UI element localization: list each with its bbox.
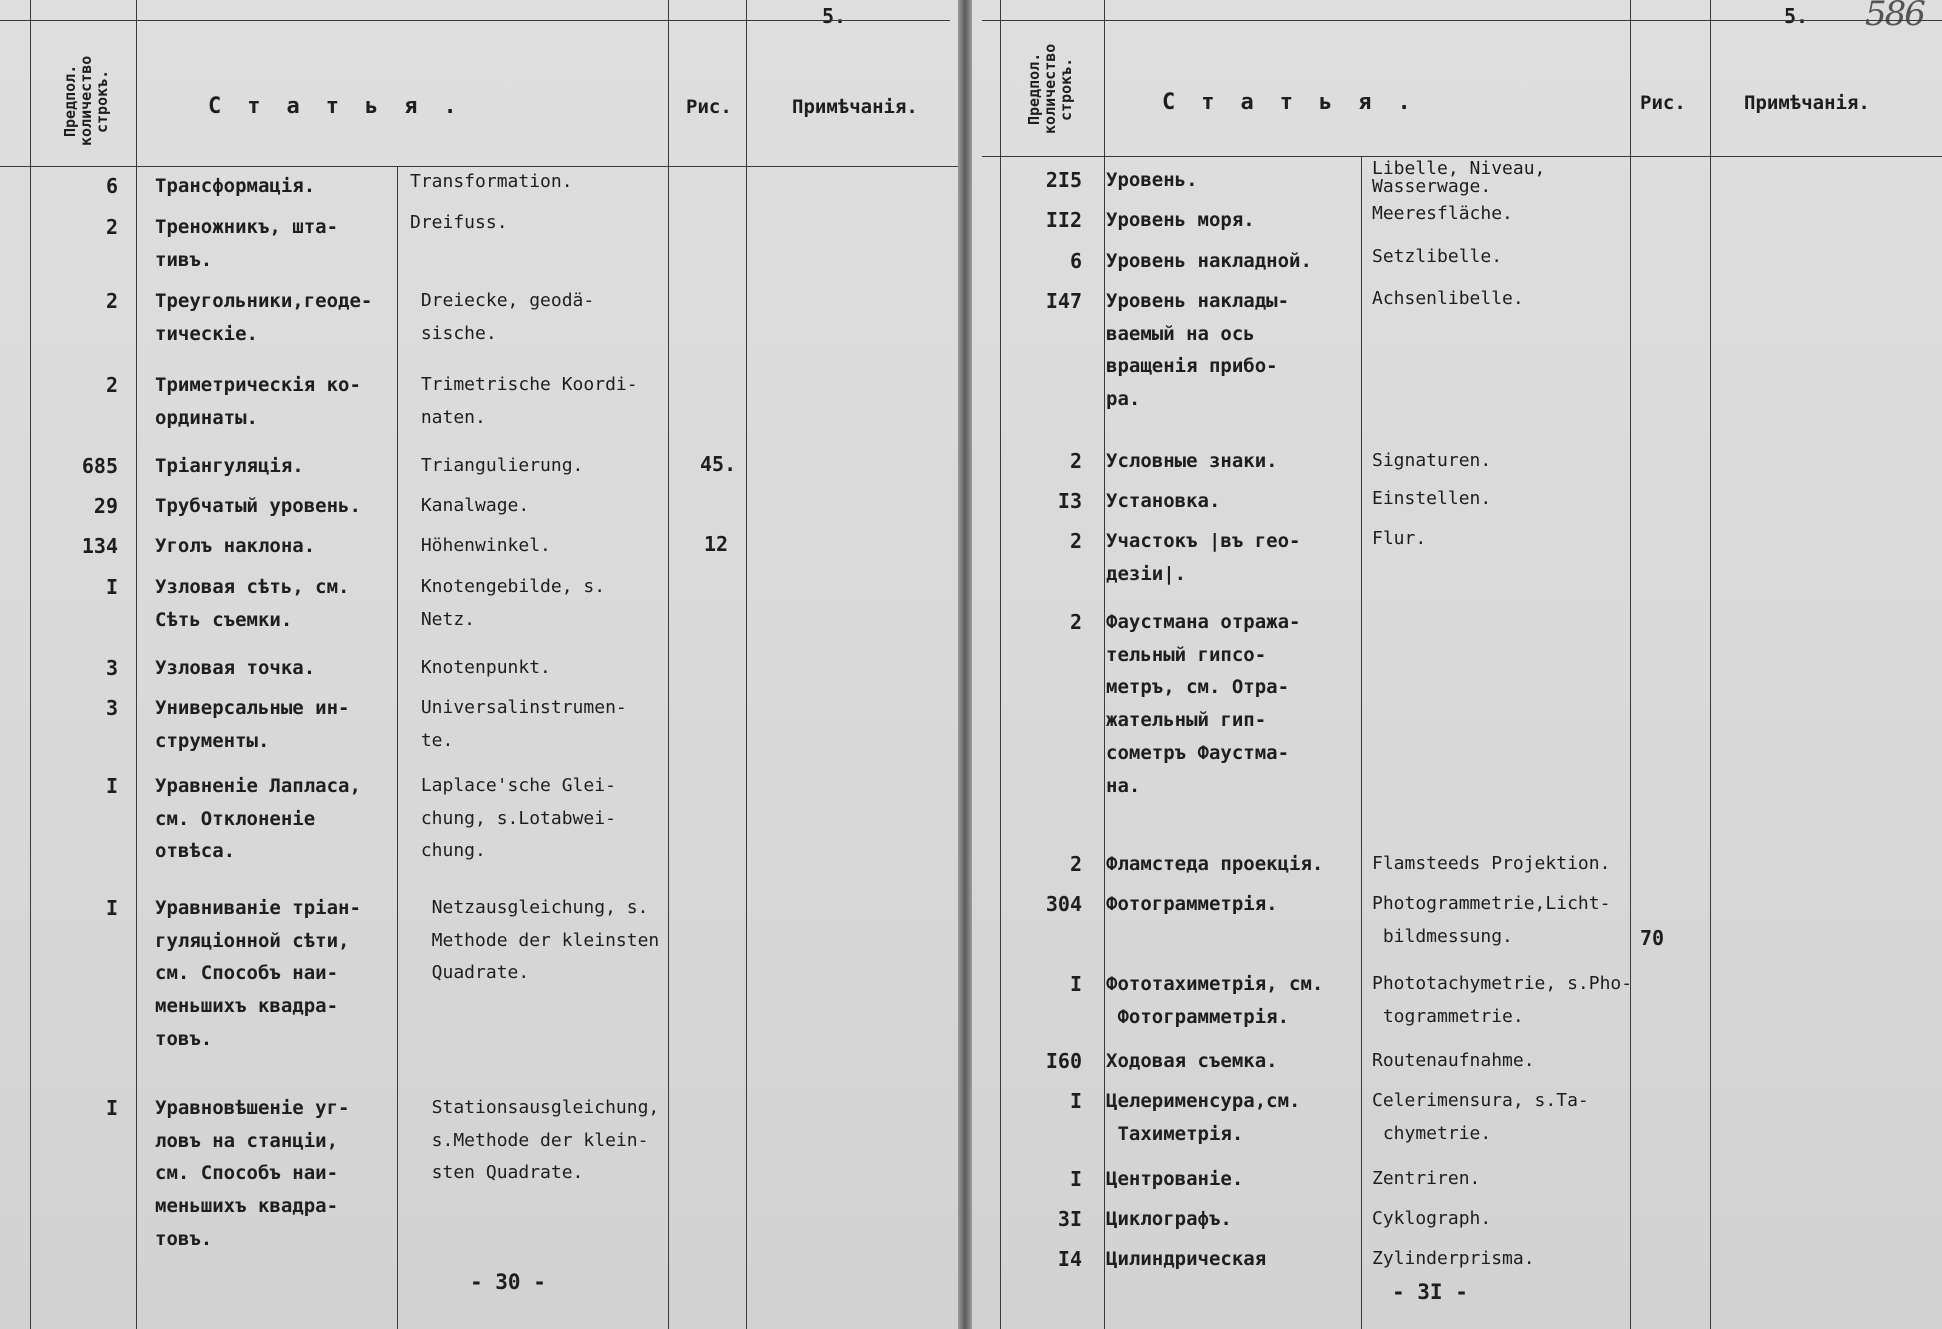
entry-quantity: 2 [1069, 529, 1082, 553]
entry-russian: Узловая сѣть, см. Сѣть съемки. [155, 576, 350, 631]
col-rule-translation [1361, 156, 1362, 1329]
page-folio: - 30 - [470, 1270, 546, 1294]
header-rule [982, 156, 1942, 157]
left-page [0, 0, 958, 1329]
entry-quantity: 2 [105, 215, 118, 239]
entry-quantity: I [1069, 1089, 1082, 1113]
header-notes: Примѣчанія. [1744, 92, 1870, 114]
col-rule-qty [1104, 0, 1105, 1329]
entry-quantity: I3 [1057, 489, 1082, 513]
entry-quantity: I47 [1045, 289, 1082, 313]
entry-quantity: 6 [105, 174, 118, 198]
entry-german: Libelle, Niveau, Wasserwage. [1372, 158, 1546, 197]
entry-german: Flamsteeds Projektion. [1372, 853, 1611, 874]
page-top-number: 5. [1784, 4, 1809, 28]
entry-figure: 45. [700, 452, 737, 476]
entry-german: Celerimensura, s.Ta- chymetrie. [1372, 1090, 1589, 1144]
entry-quantity: I4 [1057, 1247, 1082, 1271]
entry-quantity: 6 [1069, 249, 1082, 273]
entry-quantity: 2 [1069, 449, 1082, 473]
entry-german: Dreifuss. [410, 212, 508, 233]
entry-quantity: 304 [1045, 892, 1082, 916]
entry-german: Trimetrische Koordi- naten. [420, 374, 638, 428]
col-rule-margin [1000, 0, 1001, 1329]
entry-russian: Уровень наклады- ваемый на ось вращенія прибо- ра. [1106, 290, 1290, 411]
entry-russian: Уравненіе Лапласа, см. Отклоненіе отвѣса. [155, 775, 361, 863]
entry-quantity: 2 [105, 373, 118, 397]
entry-russian: Циклографъ. [1106, 1208, 1232, 1230]
entry-quantity: 134 [81, 534, 118, 558]
entry-russian: Уровень моря. [1106, 209, 1255, 231]
page-top-number: 5. [822, 4, 847, 28]
entry-quantity: 2 [1069, 852, 1082, 876]
entry-russian: Целерименсура,см. Тахиметрія. [1106, 1090, 1301, 1145]
entry-russian: Трансформація. [155, 175, 316, 197]
entry-german: Kanalwage. [410, 495, 530, 516]
entry-german: Netzausgleichung, s. Methode der kleinsten Quadrate. [431, 897, 660, 984]
entry-quantity: I [105, 774, 118, 798]
col-rule-qty [136, 0, 137, 1329]
entry-quantity: I [1069, 972, 1082, 996]
col-rule-article [1630, 0, 1631, 1329]
top-rule [0, 20, 950, 21]
entry-quantity: 2 [1069, 610, 1082, 634]
entry-quantity: 3I [1057, 1207, 1082, 1231]
entry-figure: 70 [1640, 926, 1665, 950]
col-rule-fig [1710, 0, 1711, 1329]
entry-quantity: 3 [105, 696, 118, 720]
entry-quantity: I [105, 1096, 118, 1120]
entry-russian: Фототахиметрія, см. Фотограмметрія. [1106, 973, 1324, 1028]
entry-quantity: 29 [93, 494, 118, 518]
entry-russian: Уравниваніе тріан- гуляціонной сѣти, см. Способъ наи- меньшихъ квадра- товъ. [155, 897, 361, 1050]
entry-russian: Универсальные ин- струменты. [155, 697, 350, 752]
entry-russian: Ходовая съемка. [1106, 1050, 1278, 1072]
col-rule-article [668, 0, 669, 1329]
entry-russian: Цилиндрическая [1106, 1248, 1267, 1270]
entry-german: Universalinstrumen- te. [420, 697, 627, 751]
book-gutter [958, 0, 972, 1329]
entry-quantity: 685 [81, 454, 118, 478]
entry-german: Knotenpunkt. [410, 657, 551, 678]
entry-german: Dreiecke, geodä- sische. [420, 290, 595, 344]
entry-russian: Узловая точка. [155, 657, 316, 679]
right-page [972, 0, 1942, 1329]
entry-quantity: I [105, 575, 118, 599]
entry-quantity: I60 [1045, 1049, 1082, 1073]
col-rule-translation [397, 166, 398, 1329]
entry-german: Triangulierung. [410, 455, 584, 476]
entry-russian: Участокъ |въ гео- дезіи|. [1106, 530, 1301, 585]
handwritten-archive-number: 586 [1865, 0, 1924, 34]
entry-russian: Уравновѣшеніе уг- ловъ на станціи, см. Способъ наи- меньшихъ квадра- товъ. [155, 1097, 350, 1250]
entry-russian: Уровень накладной. [1106, 250, 1312, 272]
entry-russian: Фаустмана отража- тельный гипсо- метръ, см. Отра- жательный гип- сометръ Фаустма- на. [1106, 611, 1301, 797]
header-quantity: Предпол. количество строкъ. [1025, 43, 1075, 135]
entry-german: Knotengebilde, s. Netz. [420, 576, 606, 630]
entry-quantity: I [1069, 1167, 1082, 1191]
header-article: Статья. [1162, 90, 1437, 115]
entry-quantity: 2I5 [1045, 168, 1082, 192]
entry-german: Zentriren. [1372, 1168, 1481, 1189]
entry-figure: 12 [704, 532, 729, 556]
header-notes: Примѣчанія. [792, 96, 918, 118]
entry-russian: Установка. [1106, 490, 1221, 512]
entry-russian: Уголъ наклона. [155, 535, 316, 557]
entry-russian: Уровень. [1106, 169, 1198, 191]
entry-russian: Треножникъ, шта- тивъ. [155, 216, 339, 271]
entry-german: Setzlibelle. [1372, 246, 1503, 267]
header-figure: Рис. [686, 96, 732, 118]
entry-russian: Условные знаки. [1106, 450, 1278, 472]
header-article: Статья. [208, 94, 483, 119]
entry-german: Höhenwinkel. [410, 535, 551, 556]
entry-quantity: 2 [105, 289, 118, 313]
entry-german: Flur. [1372, 528, 1427, 549]
entry-german: Stationsausgleichung, s.Methode der klein- sten Quadrate. [431, 1097, 660, 1184]
entry-russian: Фламстеда проекція. [1106, 853, 1324, 875]
entry-russian: Центрованіе. [1106, 1168, 1244, 1190]
entry-quantity: II2 [1045, 208, 1082, 232]
entry-german: Meeresfläche. [1372, 203, 1513, 224]
entry-german: Zylinderprisma. [1372, 1248, 1535, 1269]
entry-russian: Фотограмметрія. [1106, 893, 1278, 915]
header-quantity: Предпол. количество строкъ. [61, 55, 111, 147]
entry-german: Einstellen. [1372, 488, 1492, 509]
entry-german: Transformation. [410, 171, 573, 192]
entry-quantity: I [105, 896, 118, 920]
entry-russian: Треугольники,геоде- тическіе. [155, 290, 373, 345]
entry-quantity: 3 [105, 656, 118, 680]
entry-german: Signaturen. [1372, 450, 1492, 471]
entry-german: Phototachymetrie, s.Pho- togrammetrie. [1372, 973, 1633, 1027]
col-rule-margin [30, 0, 31, 1329]
entry-german: Achsenlibelle. [1372, 288, 1524, 309]
entry-russian: Тріангуляція. [155, 455, 304, 477]
top-rule [982, 20, 1942, 21]
entry-german: Laplace'sche Glei- chung, s.Lotabwei- chung. [420, 775, 616, 862]
col-rule-fig [746, 0, 747, 1329]
header-figure: Рис. [1640, 92, 1686, 114]
entry-russian: Триметрическія ко- ординаты. [155, 374, 361, 429]
entry-german: Routenaufnahme. [1372, 1050, 1535, 1071]
entry-german: Cyklograph. [1372, 1208, 1492, 1229]
entry-russian: Трубчатый уровень. [155, 495, 361, 517]
page-folio: - 3I - [1392, 1280, 1468, 1304]
entry-german: Photogrammetrie,Licht- bildmessung. [1372, 893, 1611, 947]
